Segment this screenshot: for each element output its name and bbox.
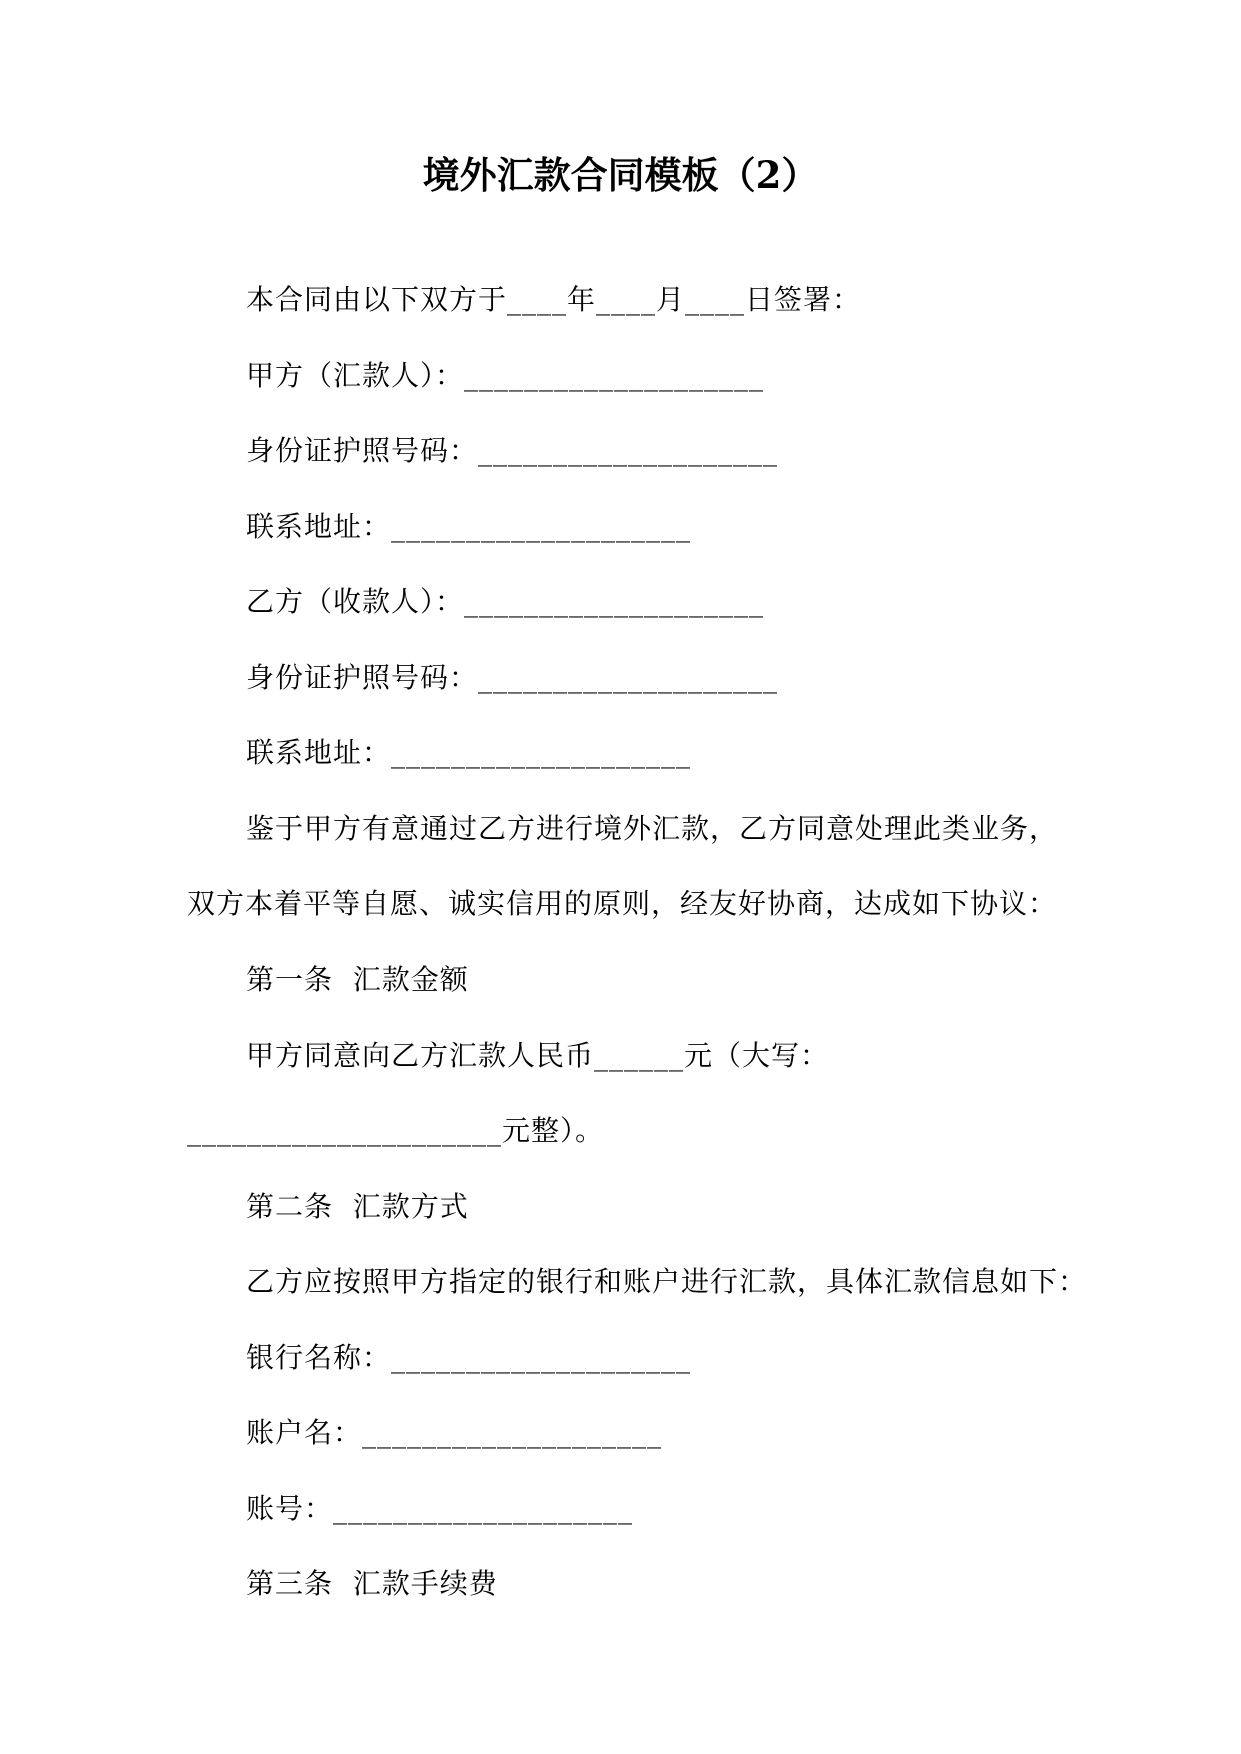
party-b-address-line: 联系地址：____________________ xyxy=(246,736,692,769)
article-1-text-1: 甲方同意向乙方汇款人民币______元（大写： xyxy=(246,1039,830,1072)
preamble-line-1: 鉴于甲方有意通过乙方进行境外汇款，乙方同意处理此类业务， xyxy=(246,812,1059,845)
account-name-line: 账户名：____________________ xyxy=(246,1416,663,1449)
document-title: 境外汇款合同模板（2） xyxy=(422,153,819,197)
article-2-text: 乙方应按照甲方指定的银行和账户进行汇款，具体汇款信息如下： xyxy=(246,1265,1088,1298)
article-2-heading: 第二条 汇款方式 xyxy=(246,1190,469,1223)
bank-name-line: 银行名称：____________________ xyxy=(246,1341,692,1374)
account-number-line: 账号：____________________ xyxy=(246,1492,634,1525)
party-b-line: 乙方（收款人）：____________________ xyxy=(246,585,765,618)
party-a-address-line: 联系地址：____________________ xyxy=(246,510,692,543)
party-b-id-line: 身份证护照号码：____________________ xyxy=(246,661,779,694)
party-a-line: 甲方（汇款人）：____________________ xyxy=(246,359,765,392)
party-a-id-line: 身份证护照号码：____________________ xyxy=(246,434,779,467)
preamble-line-2: 双方本着平等自愿、诚实信用的原则，经友好协商，达成如下协议： xyxy=(187,887,1058,920)
article-1-heading: 第一条 汇款金额 xyxy=(246,963,469,996)
article-3-heading: 第三条 汇款手续费 xyxy=(246,1567,498,1600)
signing-date-line: 本合同由以下双方于____年____月____日签署： xyxy=(246,283,862,316)
article-1-text-2: _____________________元整）。 xyxy=(187,1114,605,1147)
